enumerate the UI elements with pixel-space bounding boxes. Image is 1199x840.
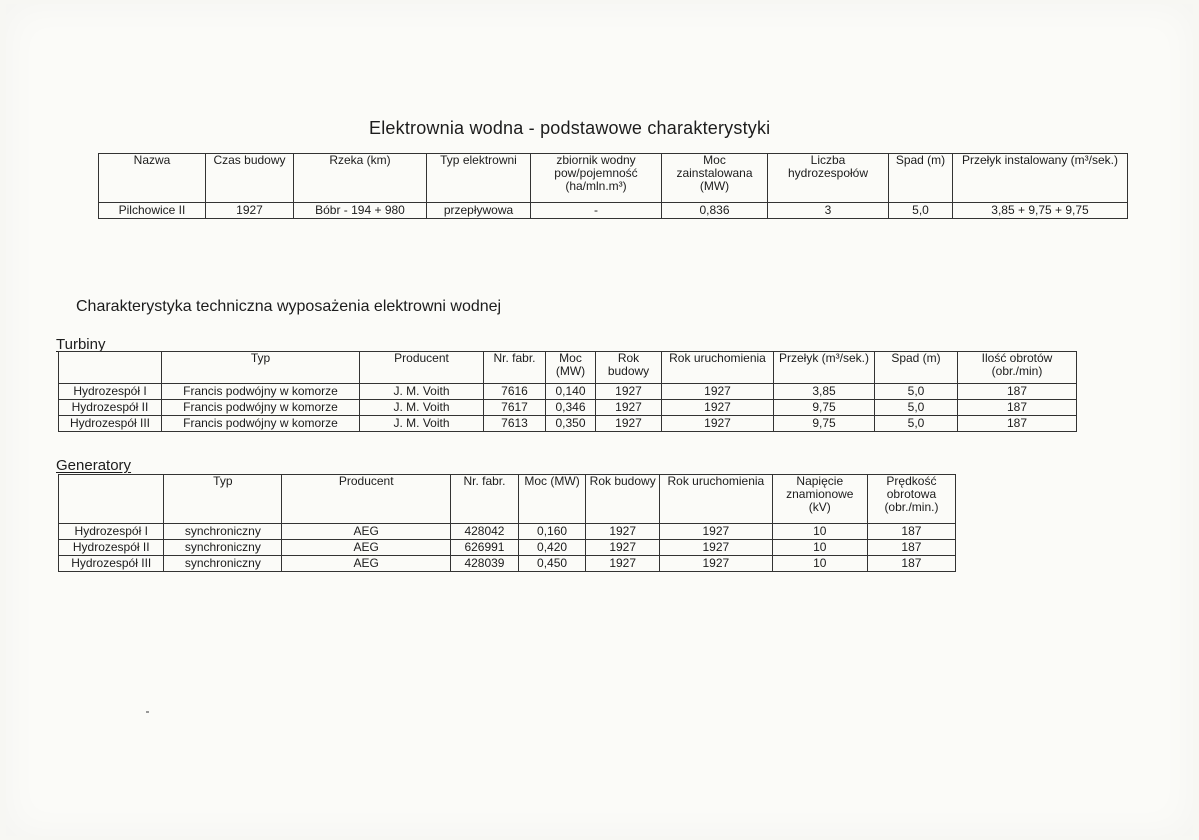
column-header: zbiornik wodny pow/pojemność (ha/mln.m³) (531, 154, 662, 203)
table-cell: 1927 (596, 416, 662, 432)
table-cell: 0,350 (546, 416, 596, 432)
table-cell: 1927 (660, 540, 773, 556)
column-header: Przełyk instalowany (m³/sek.) (953, 154, 1128, 203)
table-cell: 3,85 (774, 384, 875, 400)
column-header: Moc (MW) (518, 475, 586, 524)
table-cell: 1927 (596, 400, 662, 416)
table-cell: 0,160 (518, 524, 586, 540)
table-cell: 1927 (660, 524, 773, 540)
table-cell: 0,836 (662, 203, 768, 219)
column-header: Typ (162, 352, 360, 384)
table-cell: Hydrozespół II (59, 400, 162, 416)
column-header (59, 352, 162, 384)
table-cell: 1927 (662, 400, 774, 416)
table-cell: J. M. Voith (360, 384, 484, 400)
main-characteristics-table (98, 153, 1128, 219)
table-row (99, 203, 1128, 219)
table-cell: - (531, 203, 662, 219)
column-header: Nazwa (99, 154, 206, 203)
table-row (59, 524, 956, 540)
table-cell: J. M. Voith (360, 416, 484, 432)
table-cell: 1927 (586, 524, 660, 540)
column-header: Czas budowy (206, 154, 294, 203)
table-cell: 187 (867, 556, 955, 572)
table-cell: 3 (768, 203, 889, 219)
column-header: Rok budowy (596, 352, 662, 384)
column-header: Ilość obrotów (obr./min) (958, 352, 1077, 384)
table-cell: Hydrozespół III (59, 556, 164, 572)
column-header: Moc zainstalowana (MW) (662, 154, 768, 203)
table-cell: przepływowa (427, 203, 531, 219)
table-cell: 1927 (586, 540, 660, 556)
table-cell: 187 (958, 384, 1077, 400)
table-cell: synchroniczny (164, 540, 282, 556)
table-row (59, 416, 1077, 432)
table-cell: 187 (867, 540, 955, 556)
table-row (59, 556, 956, 572)
table-cell: AEG (282, 524, 451, 540)
turbines-label: Turbiny (56, 336, 106, 353)
table-cell: 1927 (596, 384, 662, 400)
table-cell: 10 (772, 524, 867, 540)
table-cell: Francis podwójny w komorze (162, 416, 360, 432)
table-cell: Francis podwójny w komorze (162, 400, 360, 416)
section-subtitle: Charakterystyka techniczna wyposażenia elektrowni wodnej (76, 298, 502, 315)
table-cell: 0,420 (518, 540, 586, 556)
table-cell: 9,75 (774, 416, 875, 432)
table-cell: 0,450 (518, 556, 586, 572)
table-cell: 626991 (451, 540, 519, 556)
column-header: Liczba hydrozespołów (768, 154, 889, 203)
column-header: Producent (282, 475, 451, 524)
generators-label: Generatory (56, 457, 132, 474)
table-cell: 187 (958, 400, 1077, 416)
table-cell: 5,0 (889, 203, 953, 219)
column-header: Producent (360, 352, 484, 384)
table-cell: 7616 (484, 384, 546, 400)
table-cell: Francis podwójny w komorze (162, 384, 360, 400)
column-header: Nr. fabr. (451, 475, 519, 524)
column-header (59, 475, 164, 524)
table-header-row (99, 154, 1128, 203)
column-header: Rok uruchomienia (660, 475, 773, 524)
column-header: Napięcie znamionowe (kV) (772, 475, 867, 524)
column-header: Spad (m) (889, 154, 953, 203)
column-header: Typ elektrowni (427, 154, 531, 203)
turbines-table (58, 351, 1077, 432)
table-cell: Hydrozespół III (59, 416, 162, 432)
scan-speck (146, 711, 149, 713)
table-cell: 5,0 (875, 416, 958, 432)
table-cell: 1927 (660, 556, 773, 572)
table-cell: Hydrozespół I (59, 524, 164, 540)
table-row (59, 384, 1077, 400)
document-title: Elektrownia wodna - podstawowe charakterystyki (369, 118, 771, 138)
table-cell: 187 (867, 524, 955, 540)
column-header: Prędkość obrotowa (obr./min.) (867, 475, 955, 524)
table-cell: Pilchowice II (99, 203, 206, 219)
table-cell: Bóbr - 194 + 980 (294, 203, 427, 219)
table-cell: J. M. Voith (360, 400, 484, 416)
table-cell: 1927 (586, 556, 660, 572)
table-cell: Hydrozespół II (59, 540, 164, 556)
table-header-row (59, 352, 1077, 384)
table-cell: 187 (958, 416, 1077, 432)
table-cell: synchroniczny (164, 556, 282, 572)
column-header: Rzeka (km) (294, 154, 427, 203)
table-cell: 10 (772, 540, 867, 556)
table-cell: 10 (772, 556, 867, 572)
table-cell: 7617 (484, 400, 546, 416)
table-cell: AEG (282, 556, 451, 572)
column-header: Nr. fabr. (484, 352, 546, 384)
table-cell: 9,75 (774, 400, 875, 416)
column-header: Przełyk (m³/sek.) (774, 352, 875, 384)
table-cell: Hydrozespół I (59, 384, 162, 400)
table-cell: synchroniczny (164, 524, 282, 540)
table-cell: 428042 (451, 524, 519, 540)
column-header: Moc (MW) (546, 352, 596, 384)
column-header: Typ (164, 475, 282, 524)
column-header: Rok budowy (586, 475, 660, 524)
generators-table (58, 474, 956, 572)
table-row (59, 540, 956, 556)
table-cell: 0,140 (546, 384, 596, 400)
table-header-row (59, 475, 956, 524)
table-cell: 1927 (662, 384, 774, 400)
column-header: Spad (m) (875, 352, 958, 384)
table-row (59, 400, 1077, 416)
column-header: Rok uruchomienia (662, 352, 774, 384)
table-cell: AEG (282, 540, 451, 556)
table-cell: 3,85 + 9,75 + 9,75 (953, 203, 1128, 219)
table-cell: 1927 (662, 416, 774, 432)
table-cell: 0,346 (546, 400, 596, 416)
table-cell: 428039 (451, 556, 519, 572)
table-cell: 1927 (206, 203, 294, 219)
table-cell: 5,0 (875, 384, 958, 400)
table-cell: 7613 (484, 416, 546, 432)
table-cell: 5,0 (875, 400, 958, 416)
